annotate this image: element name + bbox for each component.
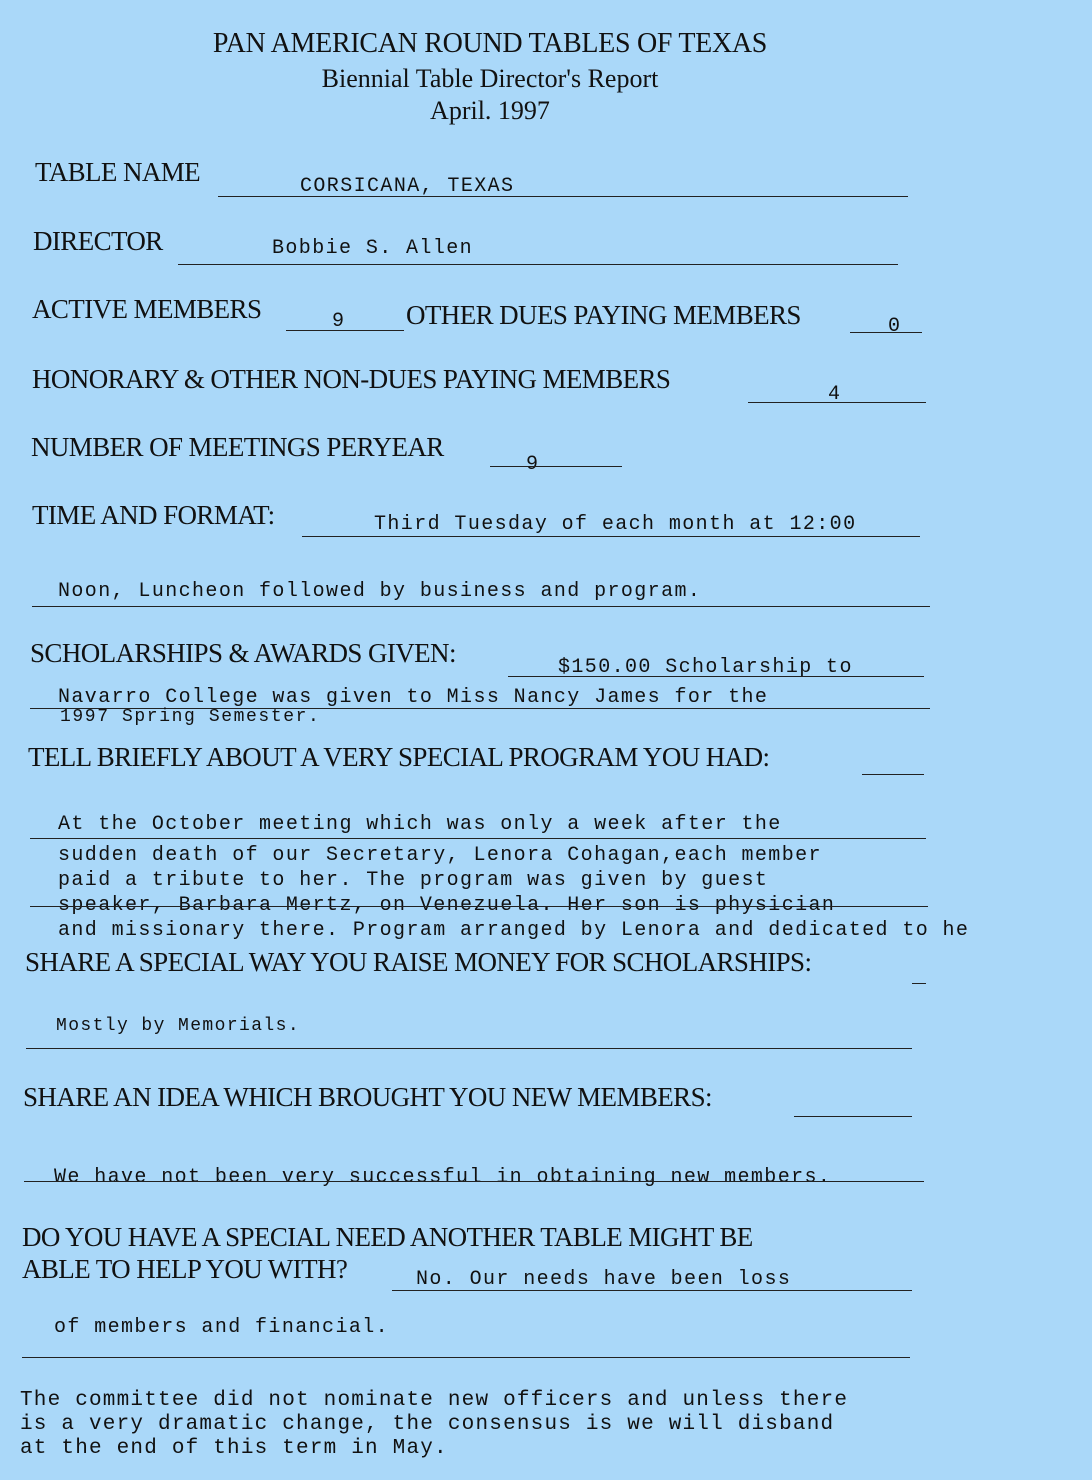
footer-line-2: is a very dramatic change, the consensus is we will disband: [20, 1413, 835, 1436]
special-need-label-1: DO YOU HAVE A SPECIAL NEED ANOTHER TABLE MIGHT BE: [22, 1222, 753, 1252]
meetings-line: [490, 466, 622, 467]
special-need-line1: No. Our needs have been loss: [416, 1268, 792, 1291]
footer-line-1: The committee did not nominate new officers and unless there: [20, 1389, 849, 1412]
other-dues-line: [850, 332, 922, 333]
footer-line-3: at the end of this term in May.: [20, 1437, 448, 1460]
active-members-value: 9: [332, 310, 346, 333]
table-name-line: [218, 196, 908, 197]
new-members-rule0: [794, 1116, 912, 1117]
table-name-label: TABLE NAME: [35, 157, 201, 187]
new-members-rule1: [24, 1181, 924, 1182]
scholarships-rule1: [508, 676, 924, 677]
raise-money-value: Mostly by Memorials.: [56, 1016, 301, 1036]
report-subtitle: Biennial Table Director's Report: [321, 64, 659, 93]
active-members-label: ACTIVE MEMBERS: [32, 294, 262, 324]
special-program-rule0: [862, 774, 924, 775]
scholarships-line1: $150.00 Scholarship to: [558, 656, 853, 679]
special-need-label-2: ABLE TO HELP YOU WITH?: [22, 1254, 348, 1284]
honorary-label: HONORARY & OTHER NON-DUES PAYING MEMBERS: [32, 364, 671, 394]
special-program-line1: At the October meeting which was only a week after the: [58, 813, 782, 836]
meetings-value: 9: [526, 453, 540, 476]
honorary-value: 4: [828, 383, 842, 406]
special-program-line4: speaker, Barbara Mertz, on Venezuela. Her son is physician: [58, 894, 836, 917]
time-format-rule1: [302, 536, 920, 537]
special-program-line5: and missionary there. Program arranged by Lenora and dedicated to he: [58, 919, 970, 942]
other-dues-value: 0: [888, 315, 902, 338]
table-name-value: CORSICANA, TEXAS: [300, 175, 515, 198]
scholarships-line2: Navarro College was given to Miss Nancy James for the: [58, 686, 769, 709]
time-format-label: TIME AND FORMAT:: [32, 500, 275, 530]
report-title: PAN AMERICAN ROUND TABLES OF TEXAS: [212, 28, 768, 59]
meetings-label: NUMBER OF MEETINGS PERYEAR: [31, 432, 444, 462]
special-program-line3: paid a tribute to her. The program was given by guest: [58, 869, 769, 892]
special-program-label: TELL BRIEFLY ABOUT A VERY SPECIAL PROGRAM YOU HAD:: [28, 742, 770, 772]
time-format-line2: Noon, Luncheon followed by business and program.: [58, 580, 702, 603]
active-members-line: [286, 330, 404, 331]
new-members-value: We have not been very successful in obtaining new members.: [54, 1166, 832, 1189]
time-format-rule2: [32, 606, 930, 607]
scholarships-label: SCHOLARSHIPS & AWARDS GIVEN:: [30, 638, 456, 668]
raise-money-rule1: [26, 1048, 912, 1049]
new-members-label: SHARE AN IDEA WHICH BROUGHT YOU NEW MEMBERS:: [23, 1082, 712, 1112]
report-date: April. 1997: [430, 96, 550, 125]
other-dues-label: OTHER DUES PAYING MEMBERS: [406, 300, 801, 330]
raise-money-label: SHARE A SPECIAL WAY YOU RAISE MONEY FOR SCHOLARSHIPS:: [25, 947, 812, 977]
honorary-line: [748, 402, 926, 403]
scholarships-line3: 1997 Spring Semester.: [60, 707, 321, 727]
director-value: Bobbie S. Allen: [272, 237, 474, 260]
special-program-rule1: [30, 838, 926, 839]
special-need-rule2: [22, 1357, 910, 1358]
raise-money-rule0: [912, 983, 926, 984]
special-program-line2: sudden death of our Secretary, Lenora Cohagan,each member: [58, 844, 822, 867]
special-program-rule2: [30, 906, 928, 907]
time-format-line1: Third Tuesday of each month at 12:00: [374, 513, 857, 536]
director-line: [178, 264, 898, 265]
special-need-line2: of members and financial.: [54, 1316, 390, 1339]
director-label: DIRECTOR: [33, 226, 163, 256]
special-need-rule1: [392, 1290, 912, 1291]
